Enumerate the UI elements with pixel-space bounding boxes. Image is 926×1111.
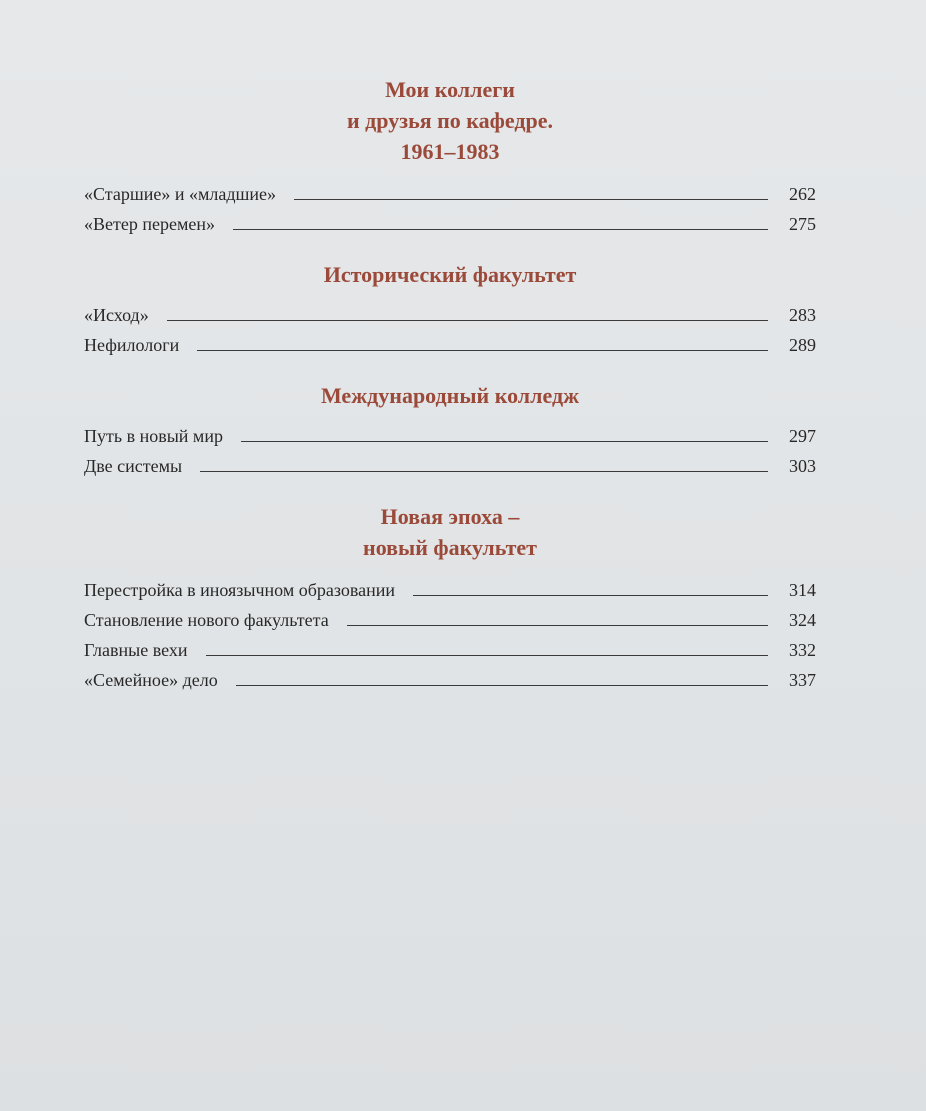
toc-entry-page-number: 275 xyxy=(789,214,816,234)
toc-entry-label: Перестройка в иноязычном образовании xyxy=(84,580,396,600)
toc-entry-page-number: 337 xyxy=(789,670,816,690)
toc-entry[interactable] xyxy=(84,449,816,479)
section-entries-colleagues xyxy=(84,177,816,237)
toc-entry[interactable] xyxy=(84,419,816,449)
toc-entry-label: «Исход» xyxy=(84,305,149,325)
toc-leader-line xyxy=(200,470,768,472)
section-title-line: Международный колледж xyxy=(320,383,580,408)
section-entries-international-college xyxy=(84,419,816,479)
toc-entry[interactable] xyxy=(84,207,816,237)
toc-entry-label: Путь в новый мир xyxy=(84,426,223,446)
toc-entry-label: «Семейное» дело xyxy=(84,670,218,690)
toc-entry-label: Две системы xyxy=(84,456,183,476)
toc-entry[interactable] xyxy=(84,603,816,633)
toc-leader-line xyxy=(167,319,768,321)
section-title-international-college xyxy=(84,380,816,411)
toc-entry[interactable] xyxy=(84,177,816,207)
toc-leader-line xyxy=(206,654,768,656)
section-title-history-faculty xyxy=(84,259,816,290)
toc-entry[interactable] xyxy=(84,298,816,328)
section-title-line: Новая эпоха – xyxy=(380,504,520,529)
section-title-colleagues xyxy=(84,74,816,167)
toc-entry[interactable] xyxy=(84,573,816,603)
toc-entry-page-number: 283 xyxy=(789,305,816,325)
toc-leader-line xyxy=(197,349,768,351)
toc-entry-label: «Старшие» и «младшие» xyxy=(84,184,276,204)
toc-entry[interactable] xyxy=(84,663,816,693)
section-title-line: и друзья по кафедре. xyxy=(347,108,553,133)
section-title-line: новый факультет xyxy=(363,535,537,560)
toc-leader-line xyxy=(233,228,768,230)
toc-entry-page-number: 262 xyxy=(789,184,816,204)
toc-entry[interactable] xyxy=(84,633,816,663)
toc-entry-label: Становление нового факультета xyxy=(84,610,329,630)
section-title-line: 1961–1983 xyxy=(400,139,500,164)
toc-leader-line xyxy=(294,198,768,200)
toc-entry[interactable] xyxy=(84,328,816,358)
toc-entry-page-number: 324 xyxy=(789,610,816,630)
section-entries-history-faculty xyxy=(84,298,816,358)
toc-entry-page-number: 297 xyxy=(789,426,816,446)
toc-leader-line xyxy=(413,594,768,596)
toc-entry-page-number: 289 xyxy=(789,335,816,355)
toc-entry-label: Нефилологи xyxy=(84,335,180,355)
toc-entry-label: «Ветер перемен» xyxy=(84,214,215,234)
toc-entry-page-number: 332 xyxy=(789,640,816,660)
toc-entry-label: Главные вехи xyxy=(84,640,188,660)
toc-entry-page-number: 314 xyxy=(789,580,816,600)
section-title-line: Исторический факультет xyxy=(323,262,577,287)
toc-leader-line xyxy=(236,684,768,686)
section-title-line: Мои коллеги xyxy=(385,77,515,102)
section-entries-new-era xyxy=(84,573,816,693)
toc-leader-line xyxy=(347,624,768,626)
toc-entry-page-number: 303 xyxy=(789,456,816,476)
section-title-new-era xyxy=(84,501,816,563)
toc-leader-line xyxy=(241,440,768,442)
table-of-contents xyxy=(84,74,816,693)
